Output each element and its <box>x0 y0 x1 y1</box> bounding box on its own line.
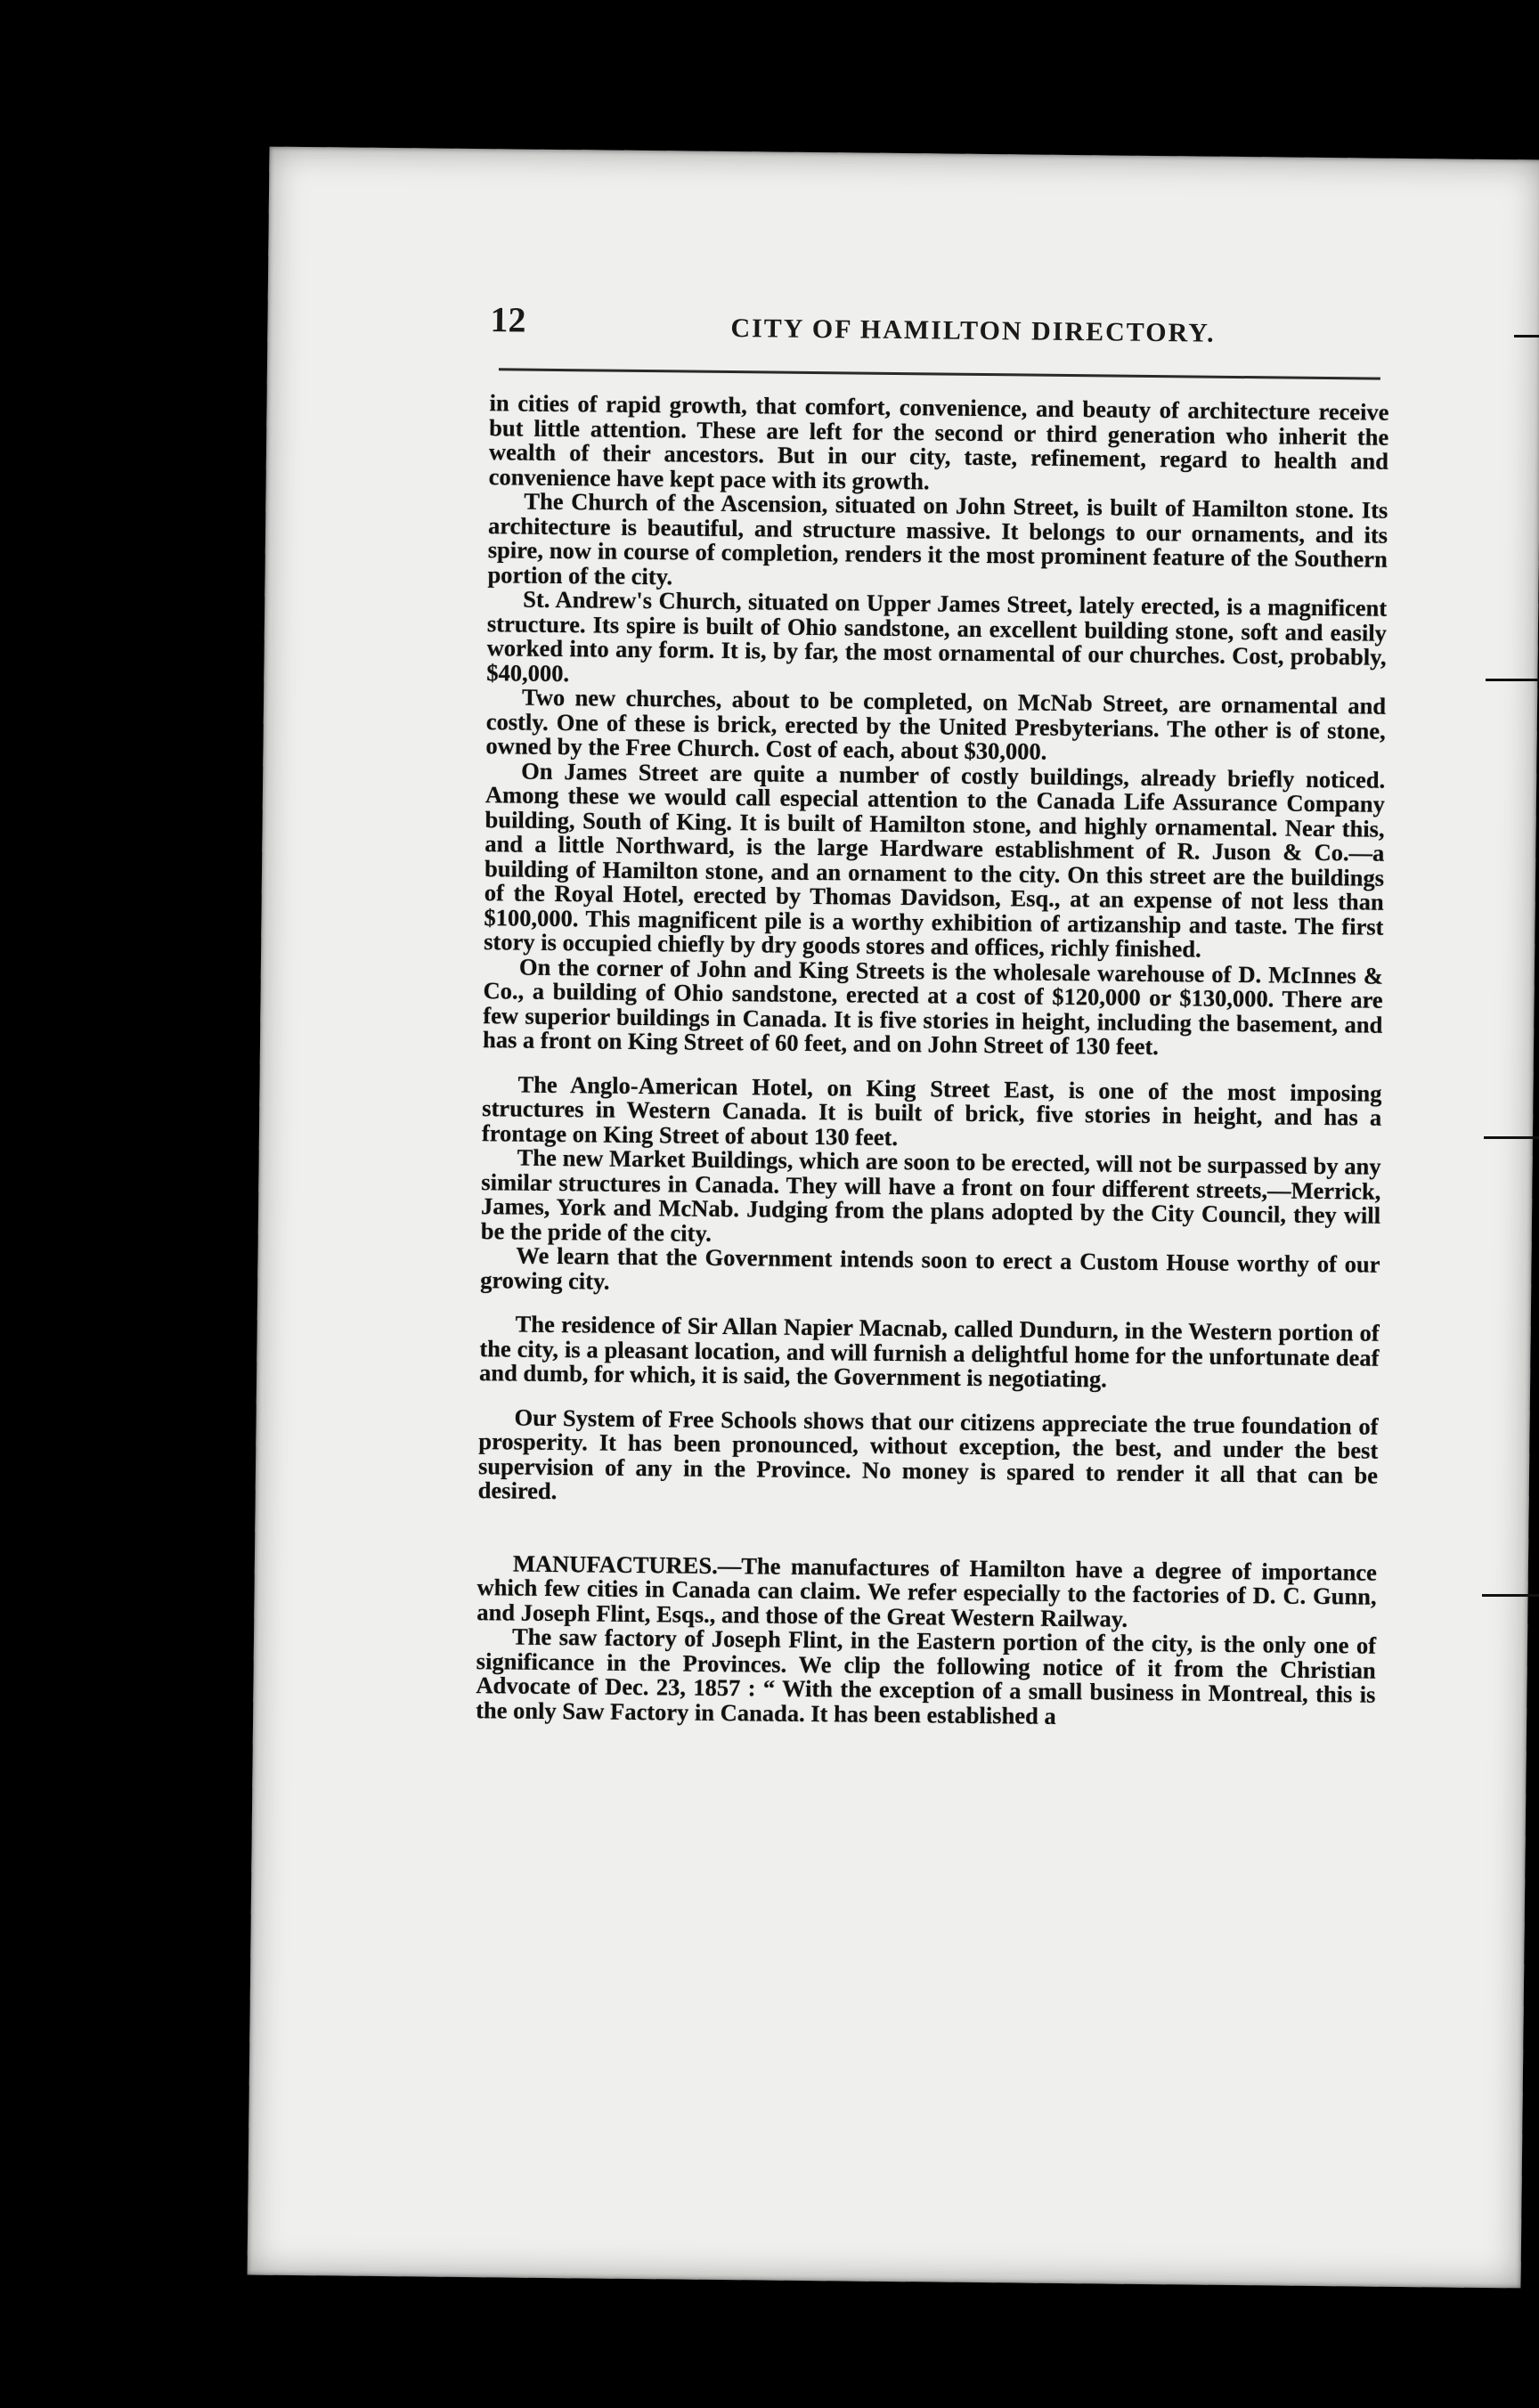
directory-page <box>248 147 1539 2289</box>
running-head: CITY OF HAMILTON DIRECTORY. <box>730 313 1216 348</box>
paragraph-new-churches: Two new churches, about to be completed, on McNab Street, are ornamental and costly. One of these is brick, erected by the United Presbyterians. The other is of stone, owned by the Free Church. Cost of each, about $30,000. <box>485 683 1387 765</box>
paragraph-market-buildings: The new Market Buildings, which are soon to be erected, will not be surpassed by any similar structures in Canada. They will have a front on four different streets,—Merrick, James, York and McNab. Judging from the plans adopted by the City Council, they will be the pride of the city. <box>480 1143 1381 1247</box>
paragraph-anglo-american: The Anglo-American Hotel, on King Street East, is one of the most imposing structures in Western Canada. It is built of brick, five stories in height, and has a frontage on King Street of about 130 feet. <box>481 1070 1382 1151</box>
paragraph-free-schools: Our System of Free Schools shows that our citizens appreciate the true foundation of prosperity. It has been pronounced, without exception, the best, and under the best supervision of any in the Province. No money is spared to render it all that can be desired. <box>477 1403 1379 1505</box>
header-rule <box>499 368 1380 379</box>
paragraph-mcinnes: On the corner of John and King Streets is the wholesale warehouse of D. McInnes & Co., a building of Ohio sandstone, erected at a cost of $120,000 or $130,000. There are few superior buildings in Canada. It is five stories in height, including the basement, and has a front on King Street of 60 feet, and on John Street of 130 feet. <box>482 953 1384 1061</box>
page-header <box>490 298 1390 362</box>
body-text <box>476 391 1389 1731</box>
paragraph-saw-factory: The saw factory of Joseph Flint, in the Eastern portion of the city, is the only one of significance in the Provinces. We clip the following notice of it from the Christian Advocate of Dec. 23, 1857 : “ With the exception of a small business in Montreal, this is the only Saw Factory in Canada. It has been established a <box>476 1623 1377 1729</box>
edge-mark <box>1486 679 1539 681</box>
edge-mark <box>1514 335 1539 338</box>
edge-mark <box>1484 1136 1539 1139</box>
paragraph-dundurn: The residence of Sir Allan Napier Macnab, called Dundurn, in the Western portion of the city, is a pleasant location, and will furnish a delightful home for the unfortunate deaf and dumb, for which, it is said, the Government is negotiating. <box>478 1310 1380 1393</box>
paragraph-custom-house: We learn that the Government intends soon to erect a Custom House worthy of our growing city. <box>480 1241 1380 1295</box>
paragraph-church-ascension: The Church of the Ascension, situated on John Street, is built of Hamilton stone. Its architecture is beautiful, and structure massive. It belongs to our ornaments, and its spire, now in course of completion, renders it the most prominent feature of the Southern portion of the city. <box>487 487 1388 590</box>
page-number: 12 <box>490 299 526 340</box>
edge-mark <box>1482 1594 1539 1597</box>
paragraph-intro: in cities of rapid growth, that comfort, convenience, and beauty of architecture receive but little attention. These are left for the second or third generation who inherit the wealth of their ancestors. But in our city, taste, refinement, regard to health and convenience have kept pace with its growth. <box>488 389 1389 494</box>
paragraph-st-andrews: St. Andrew's Church, situated on Upper James Street, lately erected, is a magnificent structure. Its spire is built of Ohio sandstone, an excellent building stone, soft and easily worked into any form. It is, by far, the most ornamental of our churches. Cost, probably, $40,000. <box>486 585 1388 687</box>
paragraph-manufactures: MANUFACTURES.—The manufactures of Hamilton have a degree of importance which few cities in Canada can claim. We refer especially to the factories of D. C. Gunn, and Joseph Flint, Esqs., and those of the Great Western Railway. <box>476 1550 1378 1632</box>
paragraph-james-street: On James Street are quite a number of costly buildings, already briefly noticed. Among these we would call especial attention to the Canada Life Assurance Company building, South of King. It is built of Hamilton stone, and highly ornamental. Near this, and a little Northward, is the large Hardware establishment of R. Juson & Co.—a building of Hamilton stone, and an ornament to the city. On this street are the buildings of the Royal Hotel, erected by Thomas Davidson, Esq., at an expense of not less than $100,000. This magnificent pile is a worthy exhibition of artizanship and taste. The first story is occupied chiefly by dry goods stores and offices, richly finished. <box>484 757 1386 963</box>
